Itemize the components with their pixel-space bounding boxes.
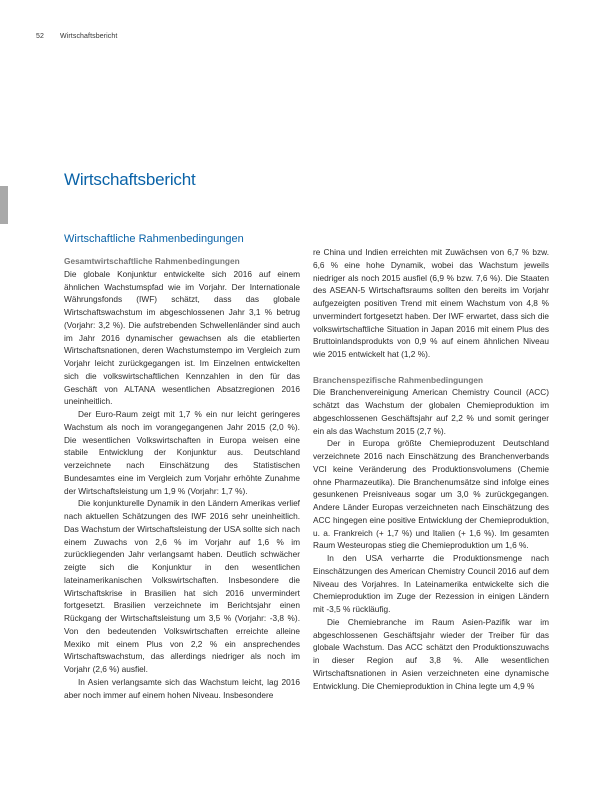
left-column (64, 232, 300, 701)
body-paragraph: Der Euro-Raum zeigt mit 1,7 % ein nur leicht geringeres Wachstum als noch im vorangegangenen Jahr 2015 (2,0 %). Die wesentlichen Volkswirtschaften in Europa weisen eine stabile Entwicklung der Konjunktur aus. Deutschland verzeichnete nach Einschätzung des Statistischen Bundesamtes eine im Vergleich zum Vorjahr erhöhte Zunahme der Wirtschaftsleistung um 1,9 % (Vorjahr: 1,7 %). (64, 409, 300, 496)
body-paragraph: In Asien verlangsamte sich das Wachstum leicht, lag 2016 aber noch immer auf einem hohen Niveau. Insbesondere (64, 676, 300, 700)
body-paragraph: Die Branchenvereinigung American Chemistry Council (ACC) schätzt das Wachstum der globalen Chemieproduktion im abgeschlossenen Geschäftsjahr auf 2,2 % und somit geringer ein als das Wachstum 2015 (2,7 %). (313, 387, 549, 436)
paragraph-gap (313, 361, 549, 374)
running-title: Wirtschaftsbericht (60, 33, 118, 40)
body-paragraph: Die globale Konjunktur entwickelte sich 2016 auf einem ähnlichen Wachstumspfad wie im Vorjahr. Der Internationale Währungsfonds (IWF) schätzt, dass das globale Wirtschaftswachstum im abgeschlossenen Jahr 3,1 % betrug (Vorjahr: 3,2 %). Die aufstrebenden Schwellenländer sind auch im Jahr 2016 dynamischer gewachsen als die etablierten Wirtschaftsnationen, deren Wachstumstempo im Vergleich zum Vorjahr leicht zurückgegangen ist. Im Einzelnen entwickelten sich die volkswirtschaftlichen Kennzahlen in den für das Geschäft von ALTANA wesentlichen Absatzregionen 2016 uneinheitlich. (64, 268, 300, 407)
chapter-title: Wirtschaftsbericht (64, 170, 196, 189)
running-header (36, 33, 117, 40)
body-paragraph: re China und Indien erreichten mit Zuwächsen von 6,7 % bzw. 6,6 % eine hohe Dynamik, wobei das Wachstum jeweils niedriger als noch 2015 ausfiel (6,9 % bzw. 7,6 %). Die Staaten des ASEAN-5 Wirtschaftsraums sollten den bereits im Vorjahr aufgezeigten positiven Trend mit einem Wachstum von 4,8 % unvermindert fortgesetzt haben. Der IWF erwartet, dass sich die volkswirtschaftliche Situation in Japan 2016 mit einem Plus des Bruttoinlandsprodukts von 0,9 % auf einem ähnlichen Niveau wie 2015 entwickelt hat (1,2 %). (313, 247, 549, 359)
body-paragraph: Die Chemiebranche im Raum Asien-Pazifik war im abgeschlossenen Geschäftsjahr wieder der Treiber für das globale Wachstum. Das ACC schätzt den Produktionszuwachs in dieser Region auf 3,8 %. Alle wesentlichen Wirtschaftsnationen in Asien verzeichneten eine dynamische Entwicklung. Die Chemieproduktion in China legte um 4,9 % (313, 616, 549, 691)
body-paragraph: In den USA verharrte die Produktionsmenge nach Einschätzungen des American Chemistry Council 2016 auf dem Niveau des Vorjahres. In Lateinamerika entwickelte sich die Chemieproduktion im Zuge der Rezession in einigen Ländern mit -3,5 % rückläufig. (313, 553, 549, 614)
body-paragraph: Die konjunkturelle Dynamik in den Ländern Amerikas verlief nach aktuellen Schätzungen des IWF 2016 sehr uneinheitlich. Das Wachstum der Wirtschaftsleistung der USA sollte sich nach einem Zuwachs von 2,6 % im Vorjahr auf 1,6 % im zurückliegenden Jahr verlangsamt haben. Deutlich schwächer zeigte sich die Konjunktur in den wesentlichen lateinamerikanischen Volkswirtschaften. Insbesondere die Wirtschaftskrise in Brasilien hat sich 2016 unvermindert fortgesetzt. Brasilien verzeichnete im Berichtsjahr einen Rückgang der Wirtschaftsleistung um 3,5 % (Vorjahr: -3,8 %). Von den bedeutenden Volkswirtschaften erreichte alleine Mexiko mit einem Plus von 2,2 % ein ansprechendes Wirtschaftswachstum, das allerdings niedriger als noch im Vorjahr (2,6 %) ausfiel. (64, 498, 300, 674)
section-title: Wirtschaftliche Rahmenbedingungen (64, 233, 244, 245)
subsection-title: Branchenspezifische Rahmenbedingungen (313, 374, 484, 385)
subsection-title: Gesamtwirtschaftliche Rahmenbedingungen (64, 256, 240, 266)
body-paragraph: Der in Europa größte Chemieproduzent Deutschland verzeichnete 2016 nach Einschätzung des Branchenverbands VCI keine Veränderung des Produktionsvolumens (Chemie ohne Pharmazeutika). Die Branchenumsätze sind infolge eines gesunkenen Preisniveaus sogar um 3,0 % zurückgegangen. Andere Länder Europas verzeichneten nach Einschätzung des ACC hingegen eine positive Entwicklung der Chemieproduktion, u. a. Frankreich (+ 1,7 %) und Italien (+ 1,6 %). Im gesamten Raum Westeuropas stieg die Chemieproduktion um 1,6 %. (313, 438, 549, 551)
chapter-side-tab (0, 186, 8, 224)
page-number: 52 (36, 33, 44, 40)
right-column (313, 246, 549, 692)
